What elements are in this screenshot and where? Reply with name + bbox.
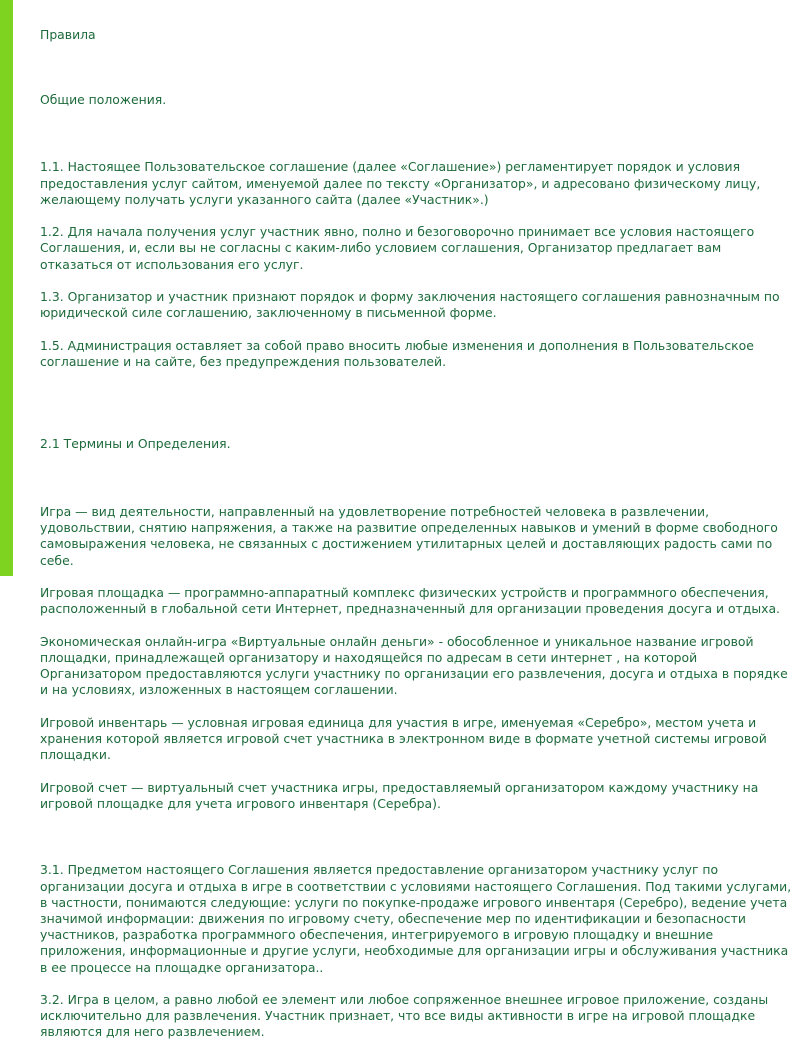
rules-document: [40, 11, 792, 1057]
term-inventory: Игровой инвентарь — условная игровая единица для участия в игре, именуемая «Серебро», местом учета и хранения которой является игровой счет участника в электронном виде в формате учетной системы игровой площадки.: [40, 714, 767, 763]
paragraph-1-2: 1.2. Для начала получения услуг участник явно, полно и безоговорочно принимает все условия настоящего Соглашения, и, если вы не согласны с каким-либо условием соглашения, Организатор предлагает вам отказаться от использования его услуг.: [40, 224, 755, 272]
paragraph-3-1: 3.1. Предметом настоящего Соглашения является предоставление организатором участнику услуг по организации досуга и отдыха в игре в соответствии с условиями настоящего Соглашения. Под такими услугами, в частности, понимаются следующие: услуги по покупке-продаже игрового инвентаря (Серебро), ведение учета значимой информации: движения по игровому счету, обеспечение мер по идентификации и безопасности участников, разработка программного обеспечения, интегрируемого в игровую площадку и внешние приложения, информационные и другие услуги, необходимые для организации игры и обслуживания участника в ее процессе на площадке организатора..: [40, 862, 792, 975]
left-accent-bar: [0, 0, 13, 576]
term-game-account: Игровой счет — виртуальный счет участника игры, предоставляемый организатором каждому участнику на игровой площадке для учета игрового инвентаря (Серебра).: [40, 779, 759, 811]
rules-title: Правила: [40, 27, 96, 43]
term-economic-game: Экономическая онлайн-игра «Виртуальные онлайн деньги» - обособленное и уникальное название игровой площадки, принадлежащей организатору и находящейся по адресам в сети интернет , на которой Организатором предоставляются услуги участнику по организации его развлечения, досуга и отдыха в порядке и на условиях, изложенных в настоящем соглашении.: [40, 633, 788, 698]
term-game: Игра — вид деятельности, направленный на удовлетворение потребностей человека в развлечении, удовольствии, снятию напряжения, а также на развитие определенных навыков и умений в форме свободного самовыражения человека, не связанных с достижением утилитарных целей и доставляющих радость сами по себе.: [40, 504, 778, 568]
general-heading: Общие положения.: [40, 91, 167, 107]
paragraph-3-2: 3.2. Игра в целом, а равно любой ее элемент или любое сопряженное внешнее игровое приложение, созданы исключительно для развлечения. Участник признает, что все виды активности в игре на игровой площадке являются для него развлечением.: [40, 991, 769, 1040]
paragraph-1-3: 1.3. Организатор и участник признают порядок и форму заключения настоящего соглашения равнозначным по юридической силе соглашению, заключенному в письменной форме.: [40, 289, 780, 321]
paragraph-1-5: 1.5. Администрация оставляет за собой право вносить любые изменения и дополнения в Пользовательское соглашение и на сайте, без предупреждения пользователей.: [40, 337, 754, 369]
terms-heading: 2.1 Термины и Определения.: [40, 436, 231, 452]
paragraph-1-1: 1.1. Настоящее Пользовательское соглашение (далее «Соглашение») регламентирует порядок и условия предоставления услуг сайтом, именуемой далее по тексту «Организатор», и адресовано физическому лицу, желающему получать услуги указанного сайта (далее «Участник».): [40, 159, 761, 207]
term-playground: Игровая площадка — программно-аппаратный комплекс физических устройств и программного обеспечения, расположенный в глобальной сети Интернет, предназначенный для организации проведения досуга и отдыха.: [40, 585, 780, 617]
